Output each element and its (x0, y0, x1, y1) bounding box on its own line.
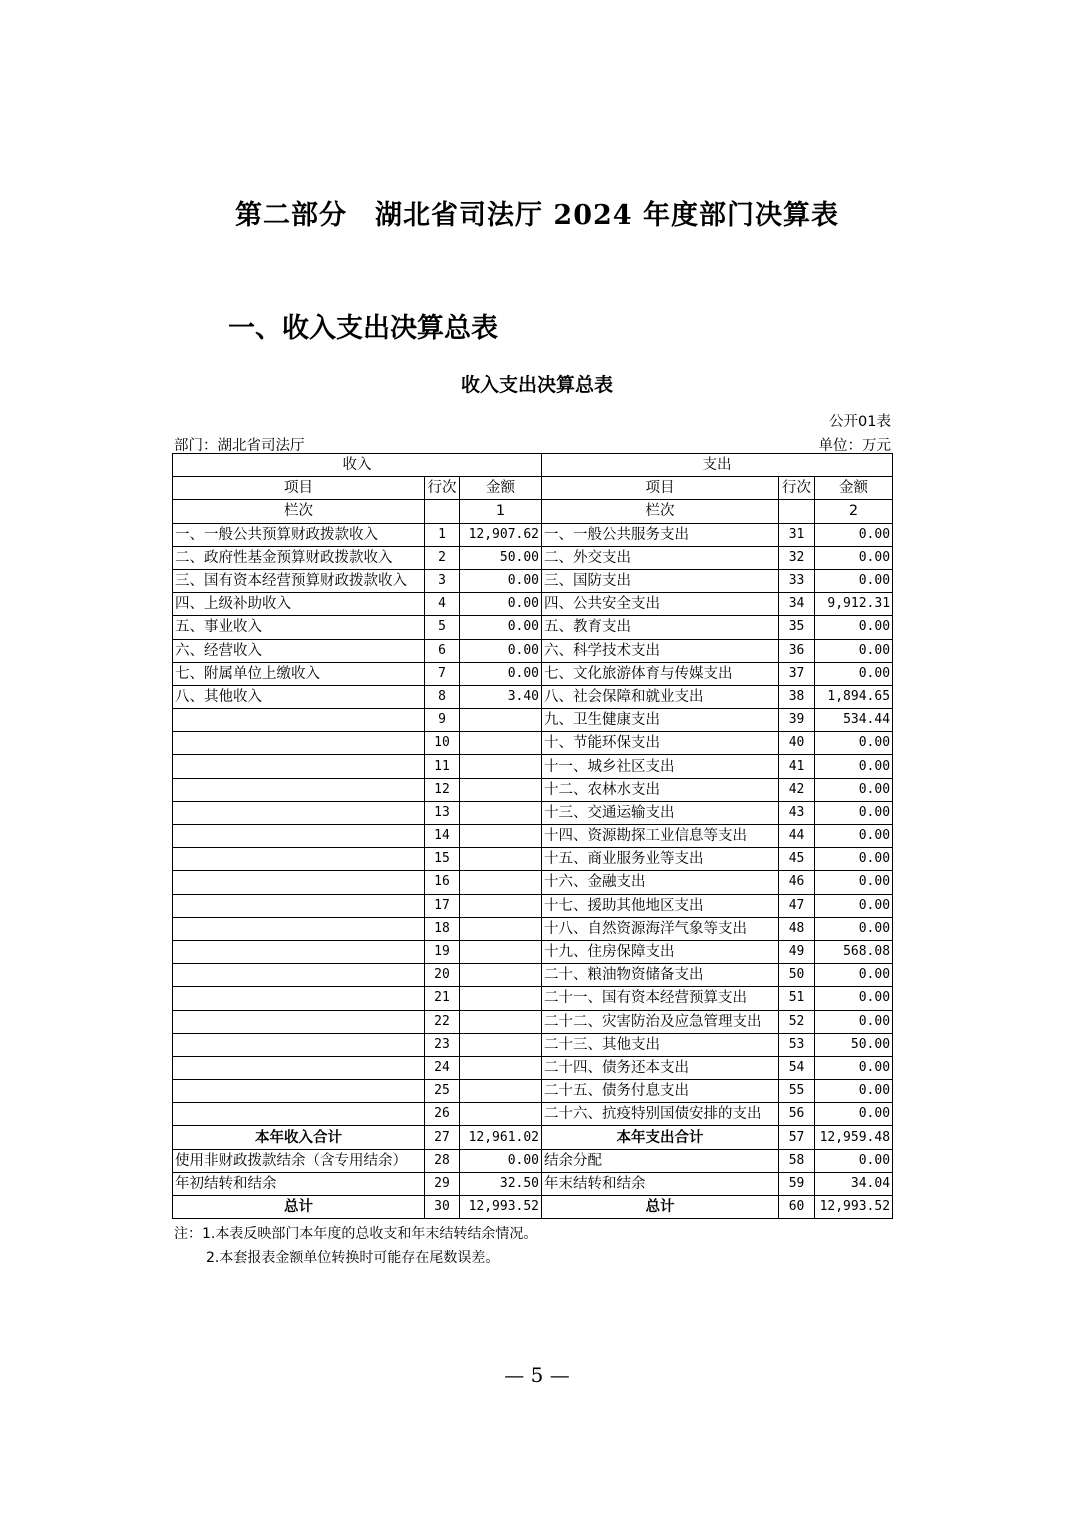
expense-amount: 0.00 (815, 755, 893, 778)
expense-row-no: 42 (779, 778, 815, 801)
expense-amount: 0.00 (815, 1103, 893, 1126)
grand-total-income-no: 30 (425, 1196, 460, 1219)
income-row-no: 14 (425, 825, 460, 848)
income-amount (460, 1010, 542, 1033)
income-item (173, 940, 425, 963)
table-row (173, 685, 893, 708)
income-header: 收入 (173, 454, 542, 477)
income-amount (460, 1033, 542, 1056)
income-item (173, 825, 425, 848)
expense-amount: 0.00 (815, 778, 893, 801)
expense-row-no: 33 (779, 569, 815, 592)
expense-amount: 0.00 (815, 871, 893, 894)
expense-colno-label: 栏次 (542, 500, 779, 523)
table-row (173, 709, 893, 732)
year-income-total-amount: 12,961.02 (460, 1126, 542, 1149)
table-row (173, 732, 893, 755)
expense-item: 七、文化旅游体育与传媒支出 (542, 662, 779, 685)
income-item (173, 1103, 425, 1126)
expense-item: 十九、住房保障支出 (542, 940, 779, 963)
income-row-no: 17 (425, 894, 460, 917)
expense-item: 三、国防支出 (542, 569, 779, 592)
table-row (173, 523, 893, 546)
expense-item: 十五、商业服务业等支出 (542, 848, 779, 871)
income-item: 一、一般公共预算财政拨款收入 (173, 523, 425, 546)
expense-row-no: 46 (779, 871, 815, 894)
income-row-no: 23 (425, 1033, 460, 1056)
income-row-no: 26 (425, 1103, 460, 1126)
table-title: 收入支出决算总表 (460, 374, 613, 396)
income-row-no: 20 (425, 964, 460, 987)
income-item (173, 755, 425, 778)
income-row-no: 11 (425, 755, 460, 778)
income-amount-header: 金额 (460, 477, 542, 500)
income-amount (460, 801, 542, 824)
expense-item: 十八、自然资源海洋气象等支出 (542, 917, 779, 940)
table-row (173, 1080, 893, 1103)
table-row (173, 917, 893, 940)
income-amount: 3.40 (460, 685, 542, 708)
department-label: 部门：湖北省司法厅 (174, 438, 305, 454)
income-rowno-header: 行次 (425, 477, 460, 500)
income-item-header: 项目 (173, 477, 425, 500)
income-row-no: 13 (425, 801, 460, 824)
expense-amount: 0.00 (815, 801, 893, 824)
expense-row-no: 48 (779, 917, 815, 940)
table-row (173, 1010, 893, 1033)
expense-item: 十六、金融支出 (542, 871, 779, 894)
income-amount: 12,907.62 (460, 523, 542, 546)
expense-item: 十、节能环保支出 (542, 732, 779, 755)
income-amount (460, 825, 542, 848)
expense-item: 二十五、债务付息支出 (542, 1080, 779, 1103)
table-row (173, 546, 893, 569)
expense-amount: 1,894.65 (815, 685, 893, 708)
income-amount (460, 1056, 542, 1079)
income-amount (460, 848, 542, 871)
income-amount: 0.00 (460, 662, 542, 685)
expense-row-no: 49 (779, 940, 815, 963)
header-row-sections (173, 454, 893, 477)
income-item: 二、政府性基金预算财政拨款收入 (173, 546, 425, 569)
year-income-total-no: 27 (425, 1126, 460, 1149)
expense-row-no: 43 (779, 801, 815, 824)
income-item: 七、附属单位上缴收入 (173, 662, 425, 685)
income-row-no: 3 (425, 569, 460, 592)
income-row-no: 9 (425, 709, 460, 732)
expense-row-no: 50 (779, 964, 815, 987)
table-row (173, 593, 893, 616)
header-row-columns (173, 477, 893, 500)
expense-row-no: 47 (779, 894, 815, 917)
begin-carryover-label: 年初结转和结余 (173, 1172, 425, 1195)
expense-item: 二、外交支出 (542, 546, 779, 569)
empty-cell (779, 500, 815, 523)
header-row-column-numbers (173, 500, 893, 523)
income-row-no: 10 (425, 732, 460, 755)
nonfiscal-no: 28 (425, 1149, 460, 1172)
expense-amount: 0.00 (815, 546, 893, 569)
income-item: 三、国有资本经营预算财政拨款收入 (173, 569, 425, 592)
table-row (173, 778, 893, 801)
income-colno: 1 (460, 500, 542, 523)
grand-total-row (173, 1196, 893, 1219)
table-row (173, 894, 893, 917)
table-row (173, 1056, 893, 1079)
income-row-no: 7 (425, 662, 460, 685)
surplus-alloc-label: 结余分配 (542, 1149, 779, 1172)
grand-total-expense-no: 60 (779, 1196, 815, 1219)
expense-row-no: 35 (779, 616, 815, 639)
table-row (173, 616, 893, 639)
note-2: 2.本套报表金额单位转换时可能存在尾数误差。 (206, 1250, 500, 1266)
income-item (173, 778, 425, 801)
expense-item: 二十、粮油物资储备支出 (542, 964, 779, 987)
income-amount: 0.00 (460, 593, 542, 616)
income-row-no: 19 (425, 940, 460, 963)
expense-row-no: 41 (779, 755, 815, 778)
expense-row-no: 53 (779, 1033, 815, 1056)
expense-amount: 0.00 (815, 917, 893, 940)
income-row-no: 4 (425, 593, 460, 616)
end-carryover-no: 59 (779, 1172, 815, 1195)
carryover-row (173, 1172, 893, 1195)
expense-row-no: 31 (779, 523, 815, 546)
income-amount (460, 894, 542, 917)
expense-item: 十二、农林水支出 (542, 778, 779, 801)
expense-row-no: 52 (779, 1010, 815, 1033)
begin-carryover-no: 29 (425, 1172, 460, 1195)
income-item (173, 1010, 425, 1033)
expense-amount: 568.08 (815, 940, 893, 963)
expense-row-no: 44 (779, 825, 815, 848)
table-row (173, 871, 893, 894)
income-row-no: 2 (425, 546, 460, 569)
expense-amount: 9,912.31 (815, 593, 893, 616)
income-item (173, 871, 425, 894)
expense-amount: 0.00 (815, 616, 893, 639)
income-row-no: 16 (425, 871, 460, 894)
expense-row-no: 55 (779, 1080, 815, 1103)
table-row (173, 848, 893, 871)
table-row (173, 940, 893, 963)
table-row (173, 755, 893, 778)
end-carryover-amount: 34.04 (815, 1172, 893, 1195)
income-row-no: 24 (425, 1056, 460, 1079)
note-1: 注：1.本表反映部门本年度的总收支和年末结转结余情况。 (174, 1226, 538, 1242)
expense-amount: 0.00 (815, 848, 893, 871)
income-item (173, 1056, 425, 1079)
expense-amount: 0.00 (815, 1056, 893, 1079)
expense-amount: 0.00 (815, 987, 893, 1010)
surplus-alloc-amount: 0.00 (815, 1149, 893, 1172)
grand-total-expense-amount: 12,993.52 (815, 1196, 893, 1219)
expense-item: 十四、资源勘探工业信息等支出 (542, 825, 779, 848)
income-row-no: 22 (425, 1010, 460, 1033)
expense-amount: 0.00 (815, 523, 893, 546)
expense-amount: 0.00 (815, 894, 893, 917)
income-item (173, 709, 425, 732)
income-amount (460, 1103, 542, 1126)
income-amount: 50.00 (460, 546, 542, 569)
expense-amount: 0.00 (815, 569, 893, 592)
expense-row-no: 40 (779, 732, 815, 755)
income-item: 六、经营收入 (173, 639, 425, 662)
income-amount: 0.00 (460, 616, 542, 639)
expense-amount: 0.00 (815, 1010, 893, 1033)
expense-item: 八、社会保障和就业支出 (542, 685, 779, 708)
form-number: 公开01表 (829, 414, 891, 430)
empty-cell (425, 500, 460, 523)
income-row-no: 8 (425, 685, 460, 708)
income-amount (460, 709, 542, 732)
nonfiscal-row (173, 1149, 893, 1172)
nonfiscal-amount: 0.00 (460, 1149, 542, 1172)
income-item (173, 1033, 425, 1056)
income-item: 四、上级补助收入 (173, 593, 425, 616)
begin-carryover-amount: 32.50 (460, 1172, 542, 1195)
income-item (173, 894, 425, 917)
expense-row-no: 34 (779, 593, 815, 616)
table-row (173, 662, 893, 685)
expense-amount: 0.00 (815, 732, 893, 755)
income-item (173, 801, 425, 824)
income-item: 八、其他收入 (173, 685, 425, 708)
expense-item: 二十一、国有资本经营预算支出 (542, 987, 779, 1010)
expense-item: 十七、援助其他地区支出 (542, 894, 779, 917)
expense-amount: 0.00 (815, 964, 893, 987)
section-title: 一、收入支出决算总表 (228, 313, 498, 344)
expense-item-header: 项目 (542, 477, 779, 500)
income-colno-label: 栏次 (173, 500, 425, 523)
page-number: — 5 — (504, 1363, 570, 1387)
expense-row-no: 36 (779, 639, 815, 662)
grand-total-income-amount: 12,993.52 (460, 1196, 542, 1219)
table-row (173, 639, 893, 662)
income-item (173, 964, 425, 987)
expense-item: 六、科学技术支出 (542, 639, 779, 662)
table-row (173, 1103, 893, 1126)
expense-item: 九、卫生健康支出 (542, 709, 779, 732)
expense-row-no: 56 (779, 1103, 815, 1126)
expense-row-no: 51 (779, 987, 815, 1010)
part-title: 第二部分 湖北省司法厅 2024 年度部门决算表 (235, 200, 839, 231)
grand-total-expense-label: 总计 (542, 1196, 779, 1219)
income-amount (460, 987, 542, 1010)
income-amount (460, 732, 542, 755)
table-row (173, 569, 893, 592)
income-amount (460, 1080, 542, 1103)
expense-item: 二十四、债务还本支出 (542, 1056, 779, 1079)
income-item (173, 1080, 425, 1103)
expense-colno: 2 (815, 500, 893, 523)
income-row-no: 18 (425, 917, 460, 940)
income-amount (460, 964, 542, 987)
income-row-no: 15 (425, 848, 460, 871)
income-amount (460, 755, 542, 778)
expense-row-no: 38 (779, 685, 815, 708)
income-amount: 0.00 (460, 639, 542, 662)
table-notes (174, 1222, 537, 1270)
expense-row-no: 39 (779, 709, 815, 732)
expense-amount: 0.00 (815, 825, 893, 848)
expense-amount-header: 金额 (815, 477, 893, 500)
surplus-alloc-no: 58 (779, 1149, 815, 1172)
income-row-no: 25 (425, 1080, 460, 1103)
income-row-no: 5 (425, 616, 460, 639)
expense-item: 五、教育支出 (542, 616, 779, 639)
income-amount: 0.00 (460, 569, 542, 592)
expense-item: 二十三、其他支出 (542, 1033, 779, 1056)
expense-row-no: 32 (779, 546, 815, 569)
income-item: 五、事业收入 (173, 616, 425, 639)
income-row-no: 12 (425, 778, 460, 801)
grand-total-income-label: 总计 (173, 1196, 425, 1219)
table-row (173, 825, 893, 848)
year-income-total-label: 本年收入合计 (173, 1126, 425, 1149)
expense-amount: 50.00 (815, 1033, 893, 1056)
table-row (173, 801, 893, 824)
income-item (173, 848, 425, 871)
income-item (173, 917, 425, 940)
income-expense-table (172, 453, 893, 1219)
nonfiscal-label: 使用非财政拨款结余（含专用结余） (173, 1149, 425, 1172)
table-row (173, 964, 893, 987)
income-amount (460, 778, 542, 801)
income-row-no: 21 (425, 987, 460, 1010)
expense-item: 十三、交通运输支出 (542, 801, 779, 824)
year-total-row (173, 1126, 893, 1149)
income-row-no: 1 (425, 523, 460, 546)
expense-rowno-header: 行次 (779, 477, 815, 500)
expense-item: 十一、城乡社区支出 (542, 755, 779, 778)
expense-row-no: 37 (779, 662, 815, 685)
expense-item: 四、公共安全支出 (542, 593, 779, 616)
end-carryover-label: 年末结转和结余 (542, 1172, 779, 1195)
expense-amount: 0.00 (815, 1080, 893, 1103)
expense-item: 二十二、灾害防治及应急管理支出 (542, 1010, 779, 1033)
expense-item: 一、一般公共服务支出 (542, 523, 779, 546)
income-item (173, 732, 425, 755)
income-amount (460, 871, 542, 894)
income-amount (460, 917, 542, 940)
income-amount (460, 940, 542, 963)
income-row-no: 6 (425, 639, 460, 662)
expense-row-no: 54 (779, 1056, 815, 1079)
expense-amount: 0.00 (815, 662, 893, 685)
table-row (173, 1033, 893, 1056)
year-expense-total-no: 57 (779, 1126, 815, 1149)
year-expense-total-label: 本年支出合计 (542, 1126, 779, 1149)
year-expense-total-amount: 12,959.48 (815, 1126, 893, 1149)
income-item (173, 987, 425, 1010)
expense-header: 支出 (542, 454, 893, 477)
table-row (173, 987, 893, 1010)
unit-label: 单位：万元 (818, 438, 891, 454)
expense-row-no: 45 (779, 848, 815, 871)
expense-amount: 534.44 (815, 709, 893, 732)
expense-item: 二十六、抗疫特别国债安排的支出 (542, 1103, 779, 1126)
expense-amount: 0.00 (815, 639, 893, 662)
